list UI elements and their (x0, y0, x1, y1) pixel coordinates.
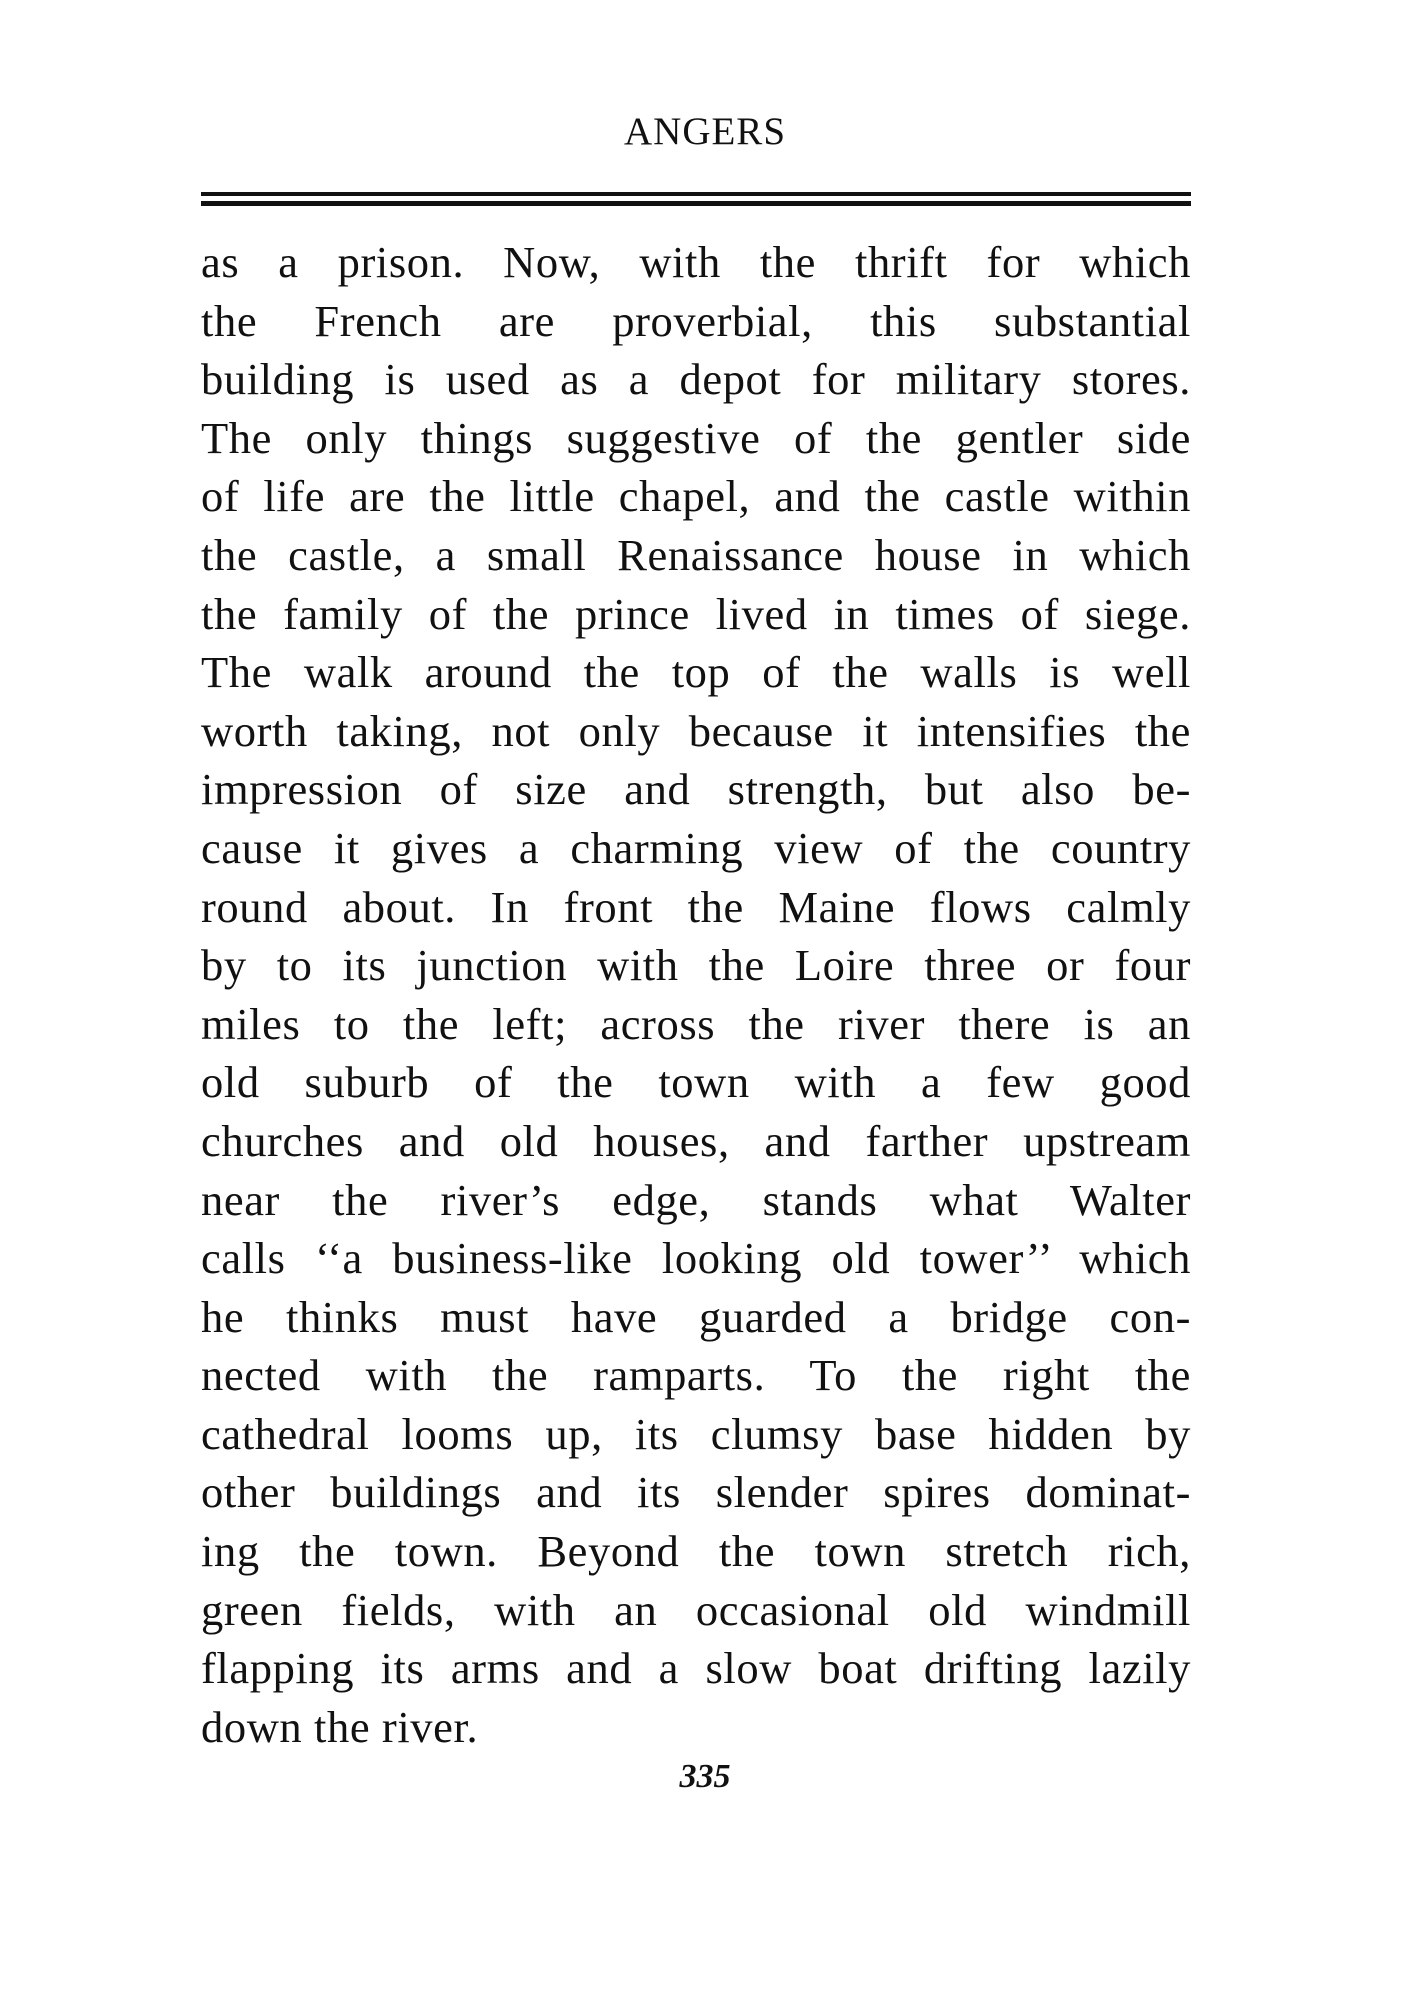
text-line: flapping its arms and a slow boat drifting lazily (201, 1643, 1191, 1694)
text-line-last: down the river. (201, 1701, 479, 1752)
header-rule-top (201, 192, 1191, 196)
text-line: the French are proverbial, this substantial (201, 295, 1191, 346)
text-line: the castle, a small Renaissance house in which (201, 529, 1191, 580)
text-line: as a prison. Now, with the thrift for which (201, 237, 1191, 287)
page-number: 335 (679, 1758, 731, 1795)
text-line: cathedral looms up, its clumsy base hidden by (201, 1408, 1191, 1459)
text-line: miles to the left; across the river there is an (201, 998, 1191, 1049)
text-line: round about. In front the Maine flows calmly (201, 881, 1191, 932)
running-title: ANGERS (623, 110, 787, 153)
text-line: impression of size and strength, but also be- (201, 764, 1191, 815)
text-line: The walk around the top of the walls is well (201, 647, 1191, 698)
text-line: ing the town. Beyond the town stretch rich, (201, 1526, 1191, 1577)
body-paragraph (201, 233, 1191, 1756)
header-rule-bottom (201, 201, 1191, 206)
text-line: green fields, with an occasional old windmill (201, 1584, 1191, 1635)
text-line: he thinks must have guarded a bridge con- (201, 1291, 1191, 1342)
text-line: other buildings and its slender spires dominat- (201, 1467, 1191, 1518)
text-line: by to its junction with the Loire three or four (201, 940, 1191, 991)
text-line: building is used as a depot for military stores. (201, 354, 1191, 405)
text-line: churches and old houses, and farther upstream (201, 1115, 1191, 1166)
text-line: of life are the little chapel, and the castle within (201, 471, 1191, 522)
text-line: nected with the ramparts. To the right the (201, 1350, 1191, 1401)
text-line: cause it gives a charming view of the country (201, 822, 1191, 873)
text-line: old suburb of the town with a few good (201, 1057, 1191, 1108)
text-line: worth taking, not only because it intensifies the (201, 705, 1191, 756)
text-line: calls ‘‘a business-like looking old tower’’ which (201, 1233, 1191, 1284)
text-line: the family of the prince lived in times of siege. (201, 588, 1191, 639)
text-line: The only things suggestive of the gentler side (201, 412, 1191, 463)
text-line: near the river’s edge, stands what Walter (201, 1174, 1191, 1225)
